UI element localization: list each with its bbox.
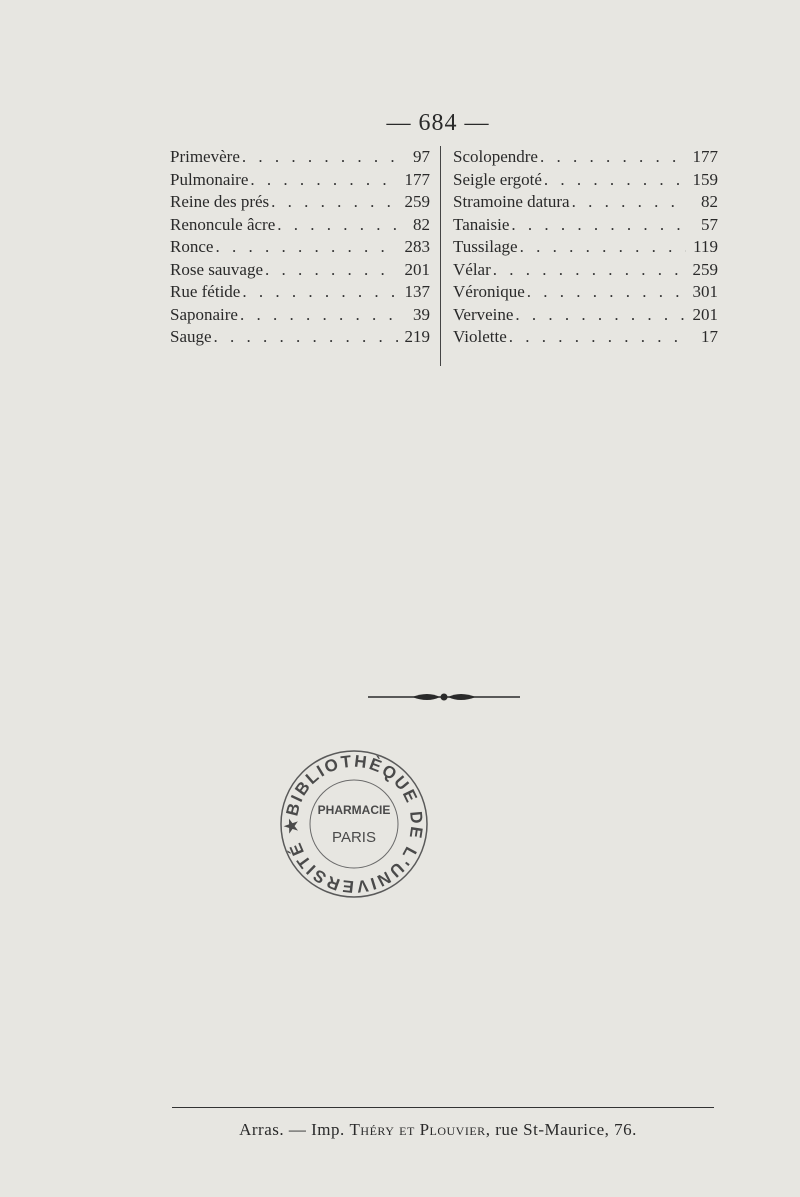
index-entry — [453, 259, 718, 282]
leader-dots — [570, 191, 686, 214]
leader-dots — [213, 236, 398, 259]
entry-page: 219 — [404, 327, 430, 346]
entry-name: Reine des prés — [170, 192, 270, 211]
entry-name: Sauge — [170, 327, 212, 346]
entry-page: 82 — [701, 192, 718, 211]
imprint-suffix: , rue St-Maurice, 76. — [485, 1120, 637, 1139]
index-entry — [170, 146, 430, 169]
index-entry — [453, 304, 718, 327]
stamp-outer-text: BIBLIOTHÈQUE DE L'UNIVERSITÉ ★ — [281, 751, 427, 897]
entry-name: Rue fétide — [170, 282, 241, 301]
entry-page: 177 — [404, 169, 430, 189]
leader-dots — [538, 146, 686, 169]
entry-page: 17 — [701, 327, 718, 346]
entry-page: 201 — [404, 259, 430, 279]
entry-name: Tussilage — [453, 237, 518, 256]
entry-name: Ronce — [170, 237, 214, 256]
leader-dots — [212, 326, 398, 349]
index-entry — [170, 191, 430, 214]
leader-dots — [518, 236, 686, 259]
entry-page: 119 — [693, 237, 718, 256]
entry-name: Verveine — [453, 304, 514, 324]
entry-page: 82 — [413, 214, 430, 234]
entry-page: 201 — [692, 304, 718, 324]
entry-name: Saponaire — [170, 304, 238, 324]
leader-dots — [269, 191, 398, 214]
leader-dots — [263, 259, 398, 282]
index-entry — [170, 304, 430, 327]
plant-index — [170, 146, 718, 366]
entry-page: 177 — [692, 147, 718, 166]
entry-page: 301 — [692, 282, 718, 301]
leader-dots — [248, 169, 398, 192]
entry-page: 57 — [701, 214, 718, 234]
imprint-line — [0, 1120, 800, 1140]
entry-name: Rose sauvage — [170, 259, 264, 279]
page-number: — 684 — — [386, 110, 490, 136]
index-entry — [170, 169, 430, 192]
leader-dots — [240, 146, 398, 169]
entry-page: 259 — [692, 259, 718, 279]
entry-page: 39 — [413, 304, 430, 324]
leader-dots — [507, 326, 686, 349]
index-entry — [170, 326, 430, 349]
index-column-left — [170, 146, 440, 366]
library-stamp — [278, 748, 430, 900]
svg-text:BIBLIOTHÈQUE DE L'UNIVERSITÉ ★ — [282, 752, 426, 897]
index-entry — [170, 214, 430, 237]
leader-dots — [491, 259, 686, 282]
entry-name: Stramoine datura — [453, 192, 570, 211]
entry-page: 259 — [404, 192, 430, 211]
entry-name: Seigle ergoté — [453, 169, 542, 189]
entry-page: 159 — [692, 169, 718, 189]
leader-dots — [238, 304, 398, 327]
index-entry — [170, 259, 430, 282]
entry-name: Véronique — [453, 282, 525, 301]
index-entry — [453, 191, 718, 214]
entry-name: Scolopendre — [453, 147, 538, 166]
entry-name: Primevère — [170, 147, 240, 166]
leader-dots — [509, 214, 686, 237]
entry-name: Violette — [453, 327, 507, 346]
entry-name: Pulmonaire — [170, 169, 249, 189]
stamp-line1: PHARMACIE — [317, 803, 391, 817]
leader-dots — [513, 304, 686, 327]
imprint-printer: Théry et Plouvier — [349, 1120, 486, 1139]
entry-name: Vélar — [453, 259, 491, 279]
entry-name: Tanaisie — [453, 214, 510, 234]
index-entry — [170, 236, 430, 259]
index-entry — [453, 236, 718, 259]
entry-name: Renoncule âcre — [170, 214, 276, 234]
leader-dots — [525, 281, 686, 304]
index-entry — [453, 281, 718, 304]
index-entry — [170, 281, 430, 304]
index-entry — [453, 326, 718, 349]
leader-dots — [275, 214, 398, 237]
index-column-right — [440, 146, 718, 366]
entry-page: 283 — [404, 237, 430, 256]
footer-rule — [172, 1107, 714, 1108]
entry-page: 97 — [413, 147, 430, 166]
leader-dots — [240, 281, 398, 304]
ornament-rule — [368, 688, 520, 706]
index-entry — [453, 146, 718, 169]
leader-dots — [542, 169, 686, 192]
index-entry — [453, 214, 718, 237]
index-entry — [453, 169, 718, 192]
entry-page: 137 — [404, 282, 430, 301]
stamp-line2: PARIS — [332, 829, 376, 846]
imprint-prefix: Arras. — Imp. — [239, 1120, 350, 1139]
